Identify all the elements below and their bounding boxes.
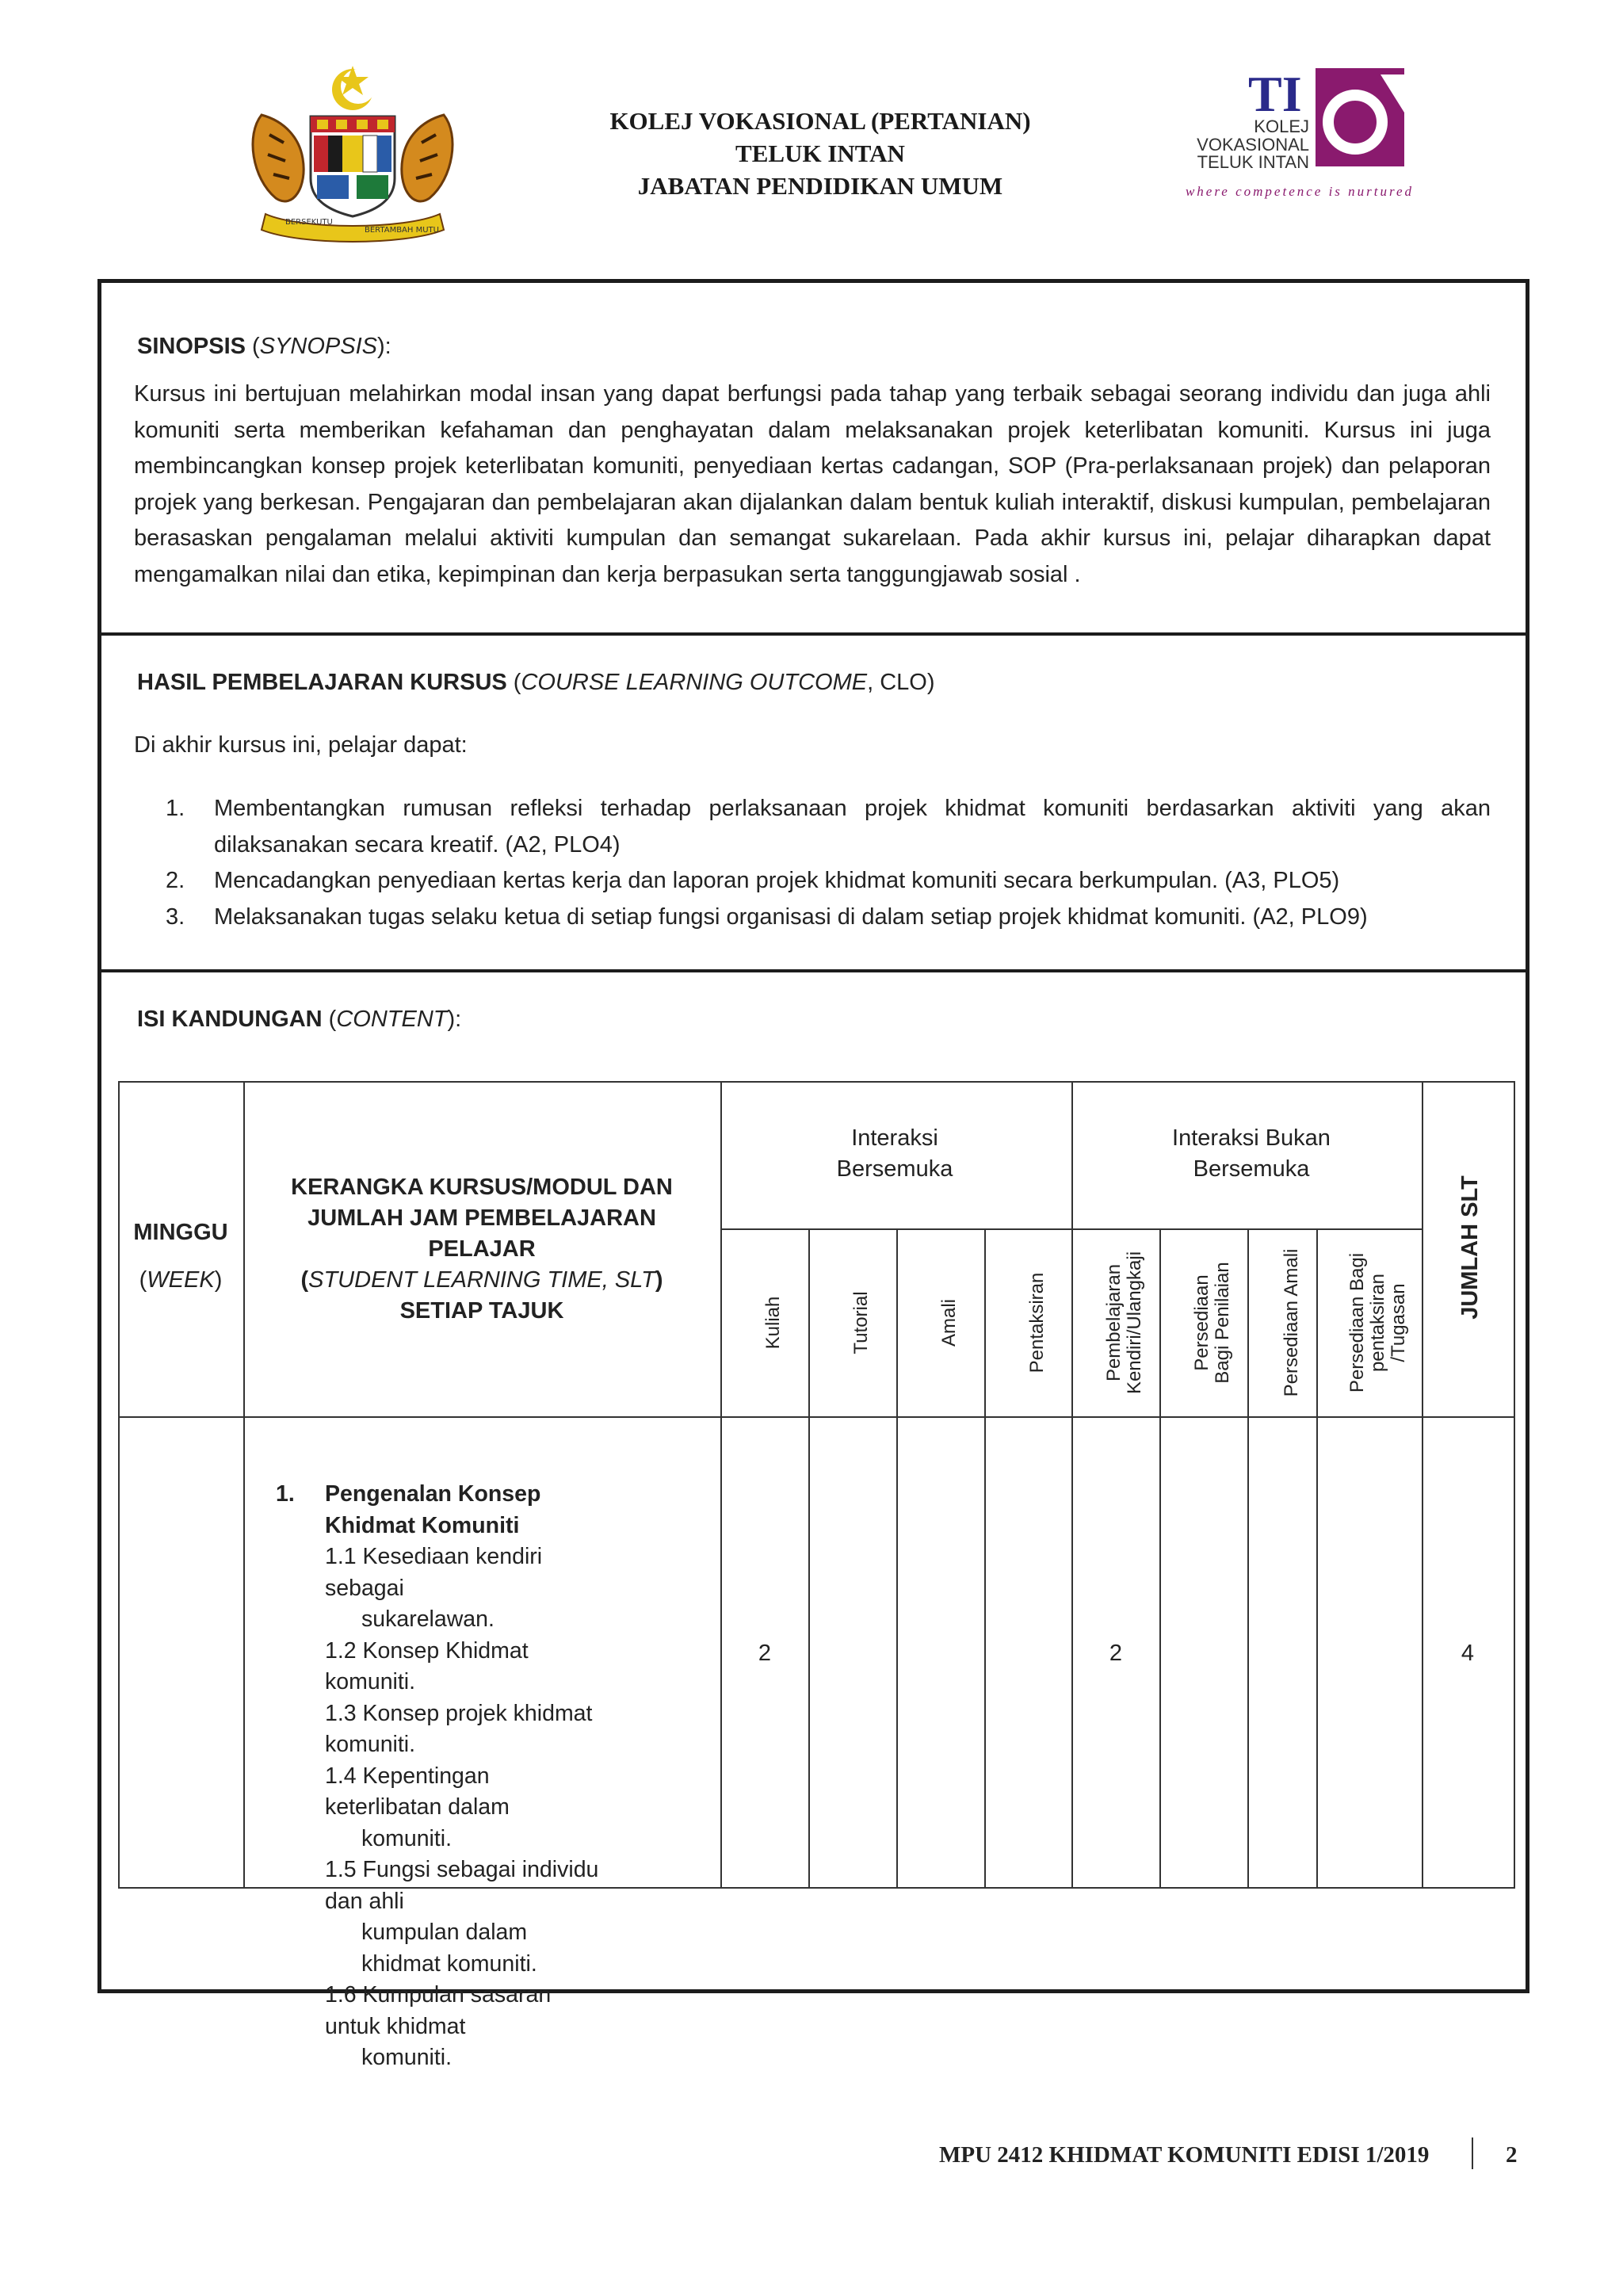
list-item-text: Membentangkan rumusan refleksi terhadap perlaksanaan projek khidmat komuniti berdasarkan aktiviti yang akan dilaksanakan secara kreatif. (A2, PLO4) <box>214 796 1491 858</box>
footer-course: MPU 2412 KHIDMAT KOMUNITI EDISI 1/2019 <box>939 2142 1430 2168</box>
section-divider <box>101 969 1526 972</box>
clo-title: HASIL PEMBELAJARAN KURSUS (COURSE LEARNING OUTCOME, CLO) <box>137 670 935 695</box>
value-kendiri: 2 <box>1109 1641 1123 1666</box>
framework-header-italic: STUDENT LEARNING TIME, SLT <box>308 1267 655 1293</box>
col-header-persediaan-pentaksiran: Persediaan Bagi pentaksiran /Tugasan <box>1346 1252 1409 1393</box>
malaysia-coat-of-arms <box>238 59 468 246</box>
value-total-slt: 4 <box>1461 1641 1475 1666</box>
footer-separator <box>1472 2137 1473 2169</box>
synopsis-title-bold: SINOPSIS <box>137 334 246 359</box>
logo-letters: TI <box>1248 66 1302 122</box>
subtopic-cont: komuniti. <box>361 1825 453 1851</box>
subtopic-cont: kumpulan dalam khidmat komuniti. <box>361 1920 537 1977</box>
content-title-italic: CONTENT <box>336 1007 448 1032</box>
clo-intro: Di akhir kursus ini, pelajar dapat: <box>134 732 468 758</box>
subtopic <box>276 1761 609 1855</box>
subtopic <box>276 1636 609 1698</box>
framework-header-line: PELAJAR <box>428 1236 536 1262</box>
group-header-face-to-face: Interaksi Bersemuka <box>836 1125 953 1182</box>
subtopic <box>276 1980 609 2074</box>
subtopic-text: 1.2 Konsep Khidmat komuniti. <box>325 1637 529 1694</box>
course-info-frame <box>97 279 1529 2070</box>
subtopic-text: 1.4 Kepentingan keterlibatan dalam <box>325 1763 510 1820</box>
list-item-number: 3. <box>166 904 185 930</box>
crest-motto-right: BERTAMBAH MUTU <box>365 226 439 235</box>
logo-tagline: where competence is nurtured <box>1185 184 1415 199</box>
logo-line-3: TELUK INTAN <box>1197 152 1309 172</box>
content-title: ISI KANDUNGAN (CONTENT): <box>137 1007 462 1032</box>
framework-header-line: KERANGKA KURSUS/MODUL DAN <box>291 1175 673 1200</box>
school-location: TELUK INTAN <box>735 139 905 167</box>
clo-list <box>134 791 1491 935</box>
list-item-text: Melaksanakan tugas selaku ketua di setiap fungsi organisasi di dalam setiap projek khidmat komuniti. (A2, PLO9) <box>214 904 1368 930</box>
school-heading <box>555 105 1086 202</box>
framework-header-line: SETIAP TAJUK <box>399 1298 564 1324</box>
list-item <box>134 791 1491 863</box>
content-table <box>118 1081 1515 2070</box>
clo-title-italic: COURSE LEARNING OUTCOME <box>521 670 868 695</box>
clo-title-bold: HASIL PEMBELAJARAN KURSUS <box>137 670 507 695</box>
kvti-logo <box>1173 65 1426 204</box>
section-divider <box>101 632 1526 636</box>
crest-motto-left: BERSEKUTU <box>285 218 333 227</box>
topic-cell <box>276 1479 609 2074</box>
list-item <box>134 863 1491 900</box>
list-item-number: 2. <box>166 868 185 893</box>
subtopic-text: 1.6 Kumpulan sasaran untuk khidmat <box>325 1982 552 2039</box>
subtopic <box>276 1855 609 1980</box>
school-name: KOLEJ VOKASIONAL (PERTANIAN) <box>609 107 1031 135</box>
subtopic <box>276 1541 609 1636</box>
group-header-non-face-to-face: Interaksi Bukan Bersemuka <box>1172 1125 1331 1182</box>
subtopic-text: 1.1 Kesediaan kendiri sebagai <box>325 1544 543 1601</box>
subtopic-text: 1.3 Konsep projek khidmat komuniti. <box>325 1700 593 1757</box>
logo-line-1: KOLEJ <box>1254 117 1309 136</box>
col-header-amali: Amali <box>938 1299 960 1347</box>
synopsis-title: SINOPSIS (SYNOPSIS): <box>137 334 391 359</box>
clo-title-suffix: , CLO) <box>867 670 935 695</box>
content-title-bold: ISI KANDUNGAN <box>137 1007 323 1032</box>
list-item <box>134 900 1491 936</box>
week-header: MINGGU (WEEK) <box>118 1209 243 1304</box>
subtopic-text: 1.5 Fungsi sebagai individu dan ahli <box>325 1857 599 1914</box>
col-header-kendiri: Pembelajaran Kendiri/Ulangkaji <box>1103 1251 1145 1395</box>
list-item-number: 1. <box>166 796 185 821</box>
topic-number: 1. <box>276 1481 295 1507</box>
framework-header-line: JUMLAH JAM PEMBELAJARAN <box>307 1205 656 1231</box>
col-header-tutorial: Tutorial <box>850 1291 872 1354</box>
col-header-persediaan-penilaian: Persediaan Bagi Penilaian <box>1191 1262 1233 1384</box>
synopsis-title-italic: SYNOPSIS <box>259 334 377 359</box>
subtopic <box>276 1698 609 1761</box>
col-header-persediaan-amali: Persediaan Amali <box>1281 1248 1302 1397</box>
subtopic-cont: sukarelawan. <box>361 1606 495 1632</box>
col-header-total-slt: JUMLAH SLT <box>1457 1175 1483 1320</box>
page-number: 2 <box>1506 2142 1518 2168</box>
col-header-kuliah: Kuliah <box>762 1296 784 1350</box>
subtopic-cont: komuniti. <box>361 2045 453 2070</box>
framework-header: KERANGKA KURSUS/MODUL DAN JUMLAH JAM PEMBELAJARAN PELAJAR (STUDENT LEARNING TIME, SLT) SETIAP TAJUK <box>243 1172 720 1327</box>
department-name: JABATAN PENDIDIKAN UMUM <box>637 172 1003 200</box>
value-kuliah: 2 <box>758 1641 772 1666</box>
logo-line-2: VOKASIONAL <box>1197 135 1309 155</box>
week-header-label: MINGGU <box>133 1220 228 1245</box>
topic-title: Pengenalan Konsep Khidmat Komuniti <box>325 1481 541 1538</box>
col-header-pentaksiran: Pentaksiran <box>1026 1272 1048 1373</box>
list-item-text: Mencadangkan penyediaan kertas kerja dan laporan projek khidmat komuniti secara berkumpulan. (A3, PLO5) <box>214 868 1340 893</box>
synopsis-body: Kursus ini bertujuan melahirkan modal insan yang dapat berfungsi pada tahap yang terbaik sebagai seorang individu dan juga ahli komuniti serta memberikan kefahaman dan penghayatan dalam melaksanakan projek keterlibatan komuniti. Kursus ini juga membincangkan konsep projek keterlibatan komuniti, penyediaan kertas cadangan, SOP (Pra-perlaksanaan projek) dan pelaporan projek yang berkesan. Pengajaran dan pembelajaran akan dijalankan dalam bentuk kuliah interaktif, diskusi kumpulan, pembelajaran berasaskan pengalaman melalui aktiviti kumpulan dan semangat sukarelaan. Pada akhir kursus ini, pelajar diharapkan dapat mengamalkan nilai dan etika, kepimpinan dan kerja berpasukan serta tanggungjawab sosial . <box>134 381 1491 587</box>
week-header-label-en: WEEK <box>147 1267 215 1293</box>
